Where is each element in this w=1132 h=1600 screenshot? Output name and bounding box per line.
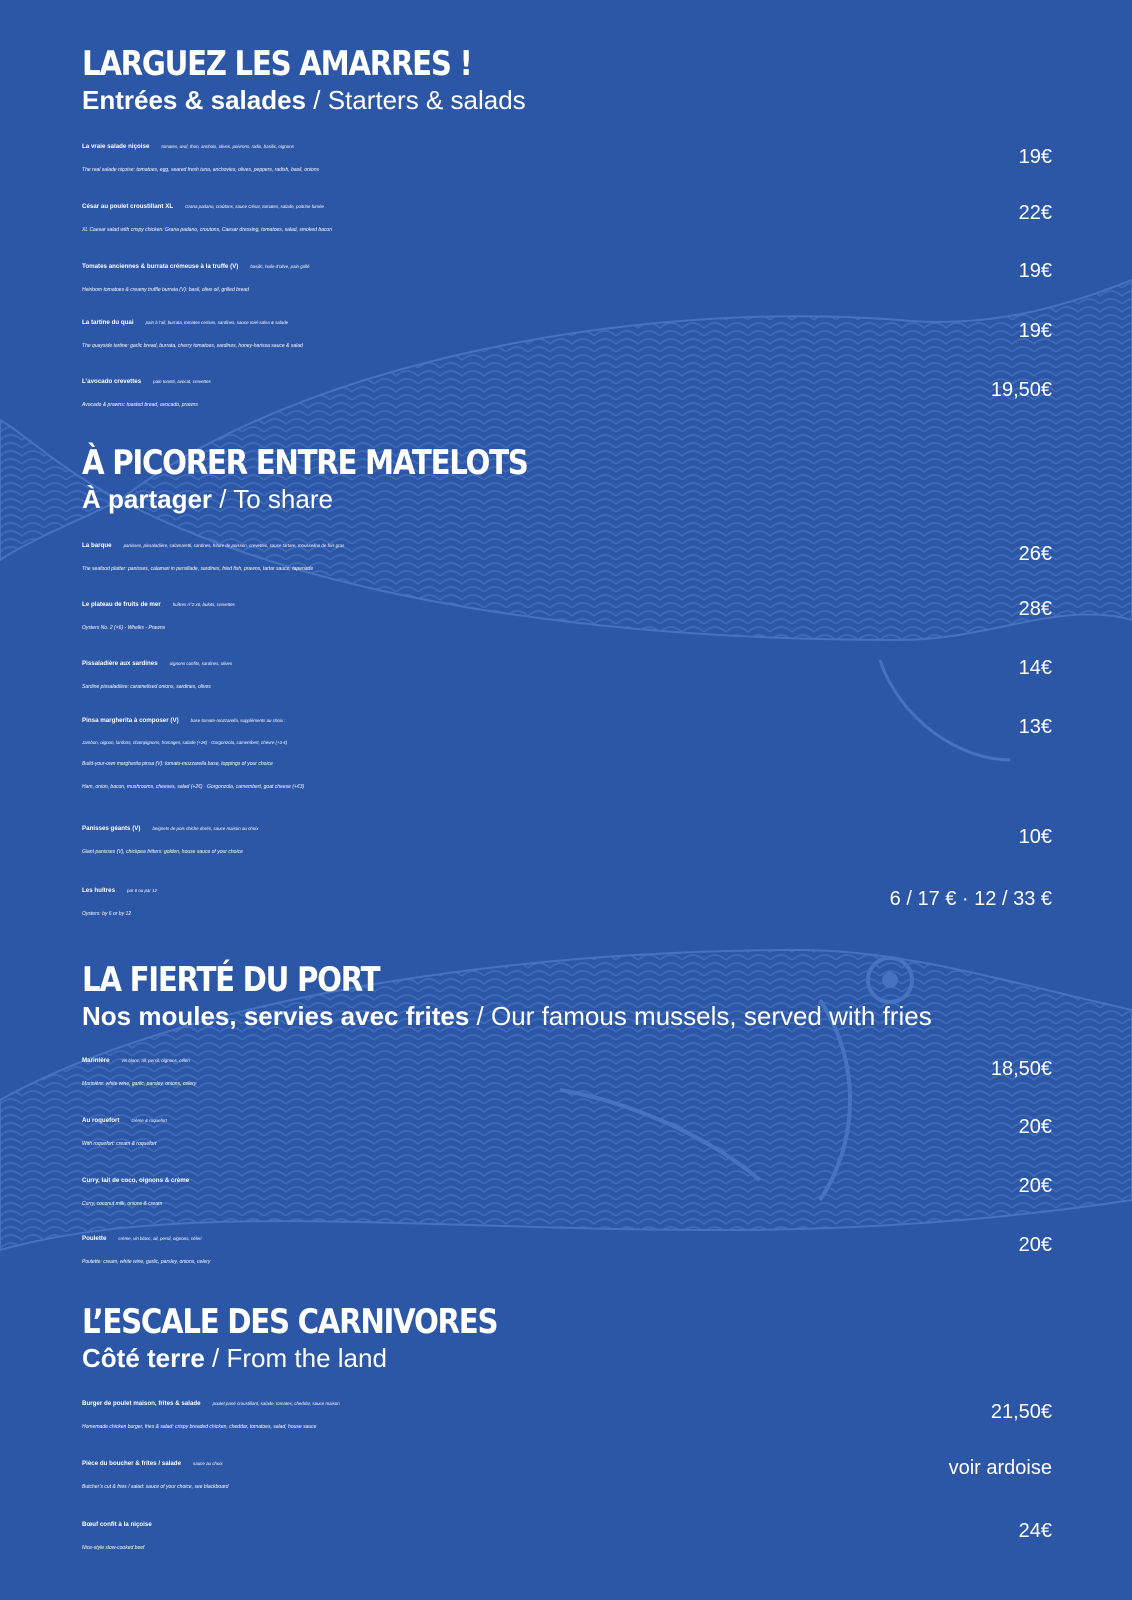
item-english: Heirloom tomatoes & creamy truffle burrata (V): basil, olive oil, grilled bread <box>82 287 249 293</box>
item-english: Build-your-own margherita pinsa (V): tomato-mozzarella base, toppings of your choice <box>82 761 273 767</box>
section-starters <box>82 44 1052 408</box>
item-ingredients: tomates, œuf, thon, anchois, olives, poivrons, radis, basilic, oignons <box>161 144 294 149</box>
menu-item <box>82 132 1052 182</box>
menu-item <box>82 1166 1052 1216</box>
section-subtitle: Côté terre / From the land <box>82 1343 387 1373</box>
section-share <box>82 443 1052 917</box>
item-ingredients: vin blanc, ail, persil, oignons, céleri <box>121 1058 190 1063</box>
item-english: Sardine pissaladière: caramelised onions, sardines, olives <box>82 684 211 690</box>
item-price: voir ardoise <box>948 1457 1052 1479</box>
item-price: 18,50€ <box>990 1058 1052 1080</box>
item-ingredients: par 6 ou par 12 <box>127 888 158 893</box>
item-name: Panisses géants (V) <box>82 825 141 832</box>
item-english: Nice-style slow-cooked beef <box>82 1545 145 1551</box>
item-english: With roquefort: cream & roquefort <box>82 1141 157 1147</box>
item-english: Homemade chicken burger, fries & salad: crispy breaded chicken, cheddar, tomatoes, salad, house sauce <box>82 1424 317 1430</box>
item-ingredients: crème & roquefort <box>131 1118 167 1123</box>
section-subtitle: À partager / To share <box>82 484 333 514</box>
item-ingredients: oignons confits, sardines, olives <box>169 661 233 666</box>
menu-item <box>82 1510 1052 1560</box>
item-price: 26€ <box>1018 543 1052 565</box>
item-price: 22€ <box>1018 202 1052 224</box>
menu-item <box>82 1106 1052 1156</box>
section-title: À PICORER ENTRE MATELOTS <box>82 443 528 483</box>
section-title: LARGUEZ LES AMARRES ! <box>82 44 472 84</box>
menu-item <box>82 876 1052 926</box>
item-name: César au poulet croustillant XL <box>82 203 174 210</box>
menu-item <box>82 252 1052 302</box>
item-english: The seafood platter: panisses, calamari in persillade, sardines, fried fish, prawns, tartar sauce, tapenade <box>82 566 314 572</box>
section-subtitle: Nos moules, servies avec frites / Our famous mussels, served with fries <box>82 1001 932 1031</box>
item-price: 14€ <box>1018 657 1052 679</box>
item-english: Curry, coconut milk, onions & cream <box>82 1201 163 1207</box>
item-english: Avocado & prawns: toasted bread, avocado, prawns <box>82 402 198 408</box>
item-ingredients: panisses, pissaladière, calamaretti, sardines, friture de poisson, crevettes, sauce tartare, mousseline de fois gras <box>123 543 345 548</box>
item-english: Poulette: cream, white wine, garlic, parsley, onions, celery <box>82 1259 211 1265</box>
item-price: 19€ <box>1018 320 1052 342</box>
item-ingredients: base tomate-mozzarella, suppléments au choix : <box>190 718 286 723</box>
item-price: 28€ <box>1018 598 1052 620</box>
section-subtitle: Entrées & salades / Starters & salads <box>82 85 526 115</box>
item-name: Bœuf confit à la niçoise <box>82 1521 152 1528</box>
menu-item <box>82 649 1052 699</box>
item-price: 24€ <box>1018 1520 1052 1542</box>
item-english: Oysters No. 2 (×6) - Whelks - Prawns <box>82 625 166 631</box>
item-name: Poulette <box>82 1235 107 1242</box>
item-english: Ham, onion, bacon, mushrooms, cheeses, salad (+2€) · Gorgonzola, camembert, goat cheese (+€3) <box>82 784 305 790</box>
item-name: L’avocado crevettes <box>82 378 142 385</box>
menu-item <box>82 1389 1052 1439</box>
item-english: The quayside tartine: garlic bread, burrata, cherry tomatoes, sardines, honey-harissa sauce & salad <box>82 343 303 349</box>
item-name: La barque <box>82 542 112 549</box>
item-name: Pinsa margherita à composer (V) <box>82 717 179 724</box>
menu-item <box>82 1224 1052 1274</box>
item-name: Le plateau de fruits de mer <box>82 601 161 608</box>
item-ingredients: pain toasté, avocat, crevettes <box>153 379 211 384</box>
item-ingredients: poulet pané croustillant, salade, tomates, cheddar, sauce maison <box>212 1401 340 1406</box>
item-ingredients: huîtres n°2 x6, bulots, crevettes <box>172 602 235 607</box>
item-ingredients: basilic, huile d’olive, pain grillé <box>250 264 310 269</box>
item-english: XL Caesar salad with crispy chicken: Grana padano, croutons, Caesar dressing, tomatoes, salad, smoked bacon <box>82 227 332 233</box>
item-name: Burger de poulet maison, frites & salade <box>82 1400 201 1407</box>
item-name: La tartine du quai <box>82 319 134 326</box>
item-english: Butcher’s cut & fries / salad: sauce of your choice, see blackboard <box>82 1484 229 1490</box>
item-name: Les huîtres <box>82 887 116 894</box>
item-name: Marinière <box>82 1057 110 1064</box>
item-name: Pièce du boucher & frites / salade <box>82 1460 182 1467</box>
item-ingredients: crème, vin blanc, ail, persil, oignons, céleri <box>118 1236 202 1241</box>
menu-item <box>82 814 1052 864</box>
item-english: Marinière: white wine, garlic, parsley, onions, celery <box>82 1081 197 1087</box>
item-price: 19€ <box>1018 146 1052 168</box>
item-name: La vraie salade niçoise <box>82 143 150 150</box>
menu-item <box>82 367 1052 417</box>
item-price: 20€ <box>1018 1175 1052 1197</box>
item-ingredients: sauce au choix <box>193 1461 223 1466</box>
section-title: LA FIERTÉ DU PORT <box>82 960 380 1000</box>
item-price: 10€ <box>1018 826 1052 848</box>
item-ingredients: beignets de pois chiche dorés, sauce maison au choix <box>152 826 259 831</box>
item-name: Pissaladière aux sardines <box>82 660 158 667</box>
menu-item <box>82 590 1052 640</box>
menu-item <box>82 706 1052 799</box>
menu-item <box>82 308 1052 358</box>
menu-item <box>82 1449 1052 1499</box>
item-price: 20€ <box>1018 1116 1052 1138</box>
menu-item <box>82 192 1052 242</box>
menu-item <box>82 1046 1052 1096</box>
item-price: 20€ <box>1018 1234 1052 1256</box>
item-price: 6 / 17 € · 12 / 33 € <box>889 888 1052 910</box>
item-name: Au roquefort <box>82 1117 120 1124</box>
item-english: Giant panisses (V), chickpea fritters: golden, house sauce of your choice <box>82 849 243 855</box>
menu-item <box>82 531 1052 581</box>
section-title: L’ESCALE DES CARNIVORES <box>82 1302 498 1342</box>
item-price: 19€ <box>1018 260 1052 282</box>
item-english: The real salade niçoise: tomatoes, egg, seared fresh tuna, anchovies, olives, peppers, radish, basil, onions <box>82 167 319 173</box>
item-price: 13€ <box>1018 716 1052 738</box>
item-price: 21,50€ <box>990 1401 1052 1423</box>
item-price: 19,50€ <box>990 379 1052 401</box>
item-name: Curry, lait de coco, oignons & crème <box>82 1177 190 1184</box>
item-english: Oysters: by 6 or by 12 <box>82 911 132 917</box>
item-ingredients: Grana padano, croûtons, sauce César, tomates, salade, poitrine fumée <box>185 204 325 209</box>
section-land <box>82 1302 1052 1551</box>
item-ingredients-extra: Jambon, oignon, lardons, champignons, fromages, salade (+2€) · Gorgonzola, camembert, chèvre (+3 €) <box>82 740 288 745</box>
item-name: Tomates anciennes & burrata crémeuse à la truffe (V) <box>82 263 239 270</box>
section-mussels <box>82 960 1052 1265</box>
item-ingredients: pain à l’ail, burrata, tomates cerises, sardines, sauce miel-salsa & salade <box>145 320 289 325</box>
